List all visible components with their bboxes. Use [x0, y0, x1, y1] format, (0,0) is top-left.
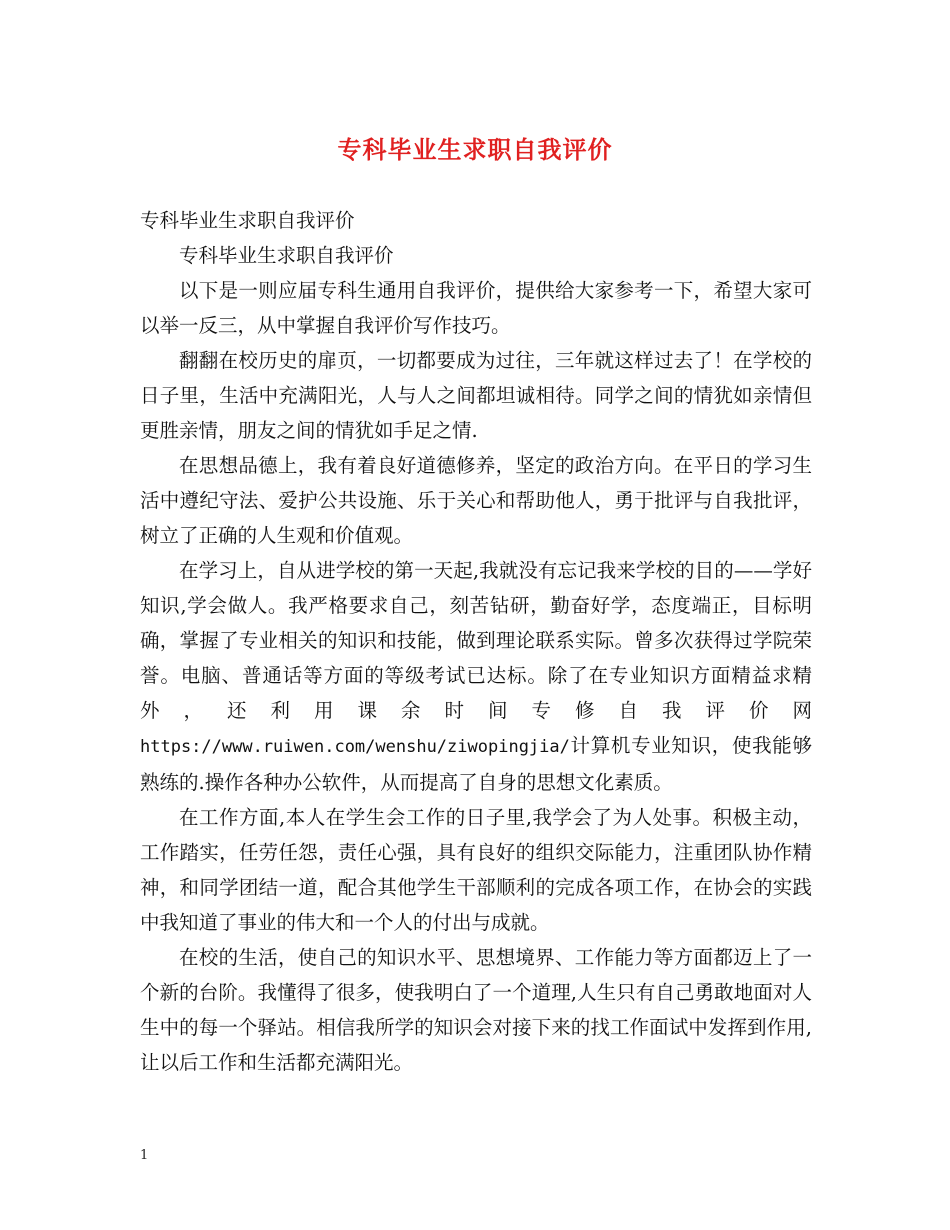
- subheading-line: 专科毕业生求职自我评价: [179, 244, 394, 267]
- study-paragraph: [140, 553, 812, 800]
- page-number: 1: [140, 1148, 149, 1163]
- study-text-before-url: 在学习上，自从进学校的第一天起,我就没有忘记我来学校的目的——学好知识,学会做人。我严格要求自己，刻苦钻研，勤奋好学，态度端正，目标明确，掌握了专业相关的知识和技能，做到理论联系实际。曾多次获得过学院荣誉。电脑、普通话等方面的等级考试已达标。除了在专业知识方面精益求精外，还利用课余时间专修自我评价网: [140, 559, 812, 722]
- intro-paragraph: 以下是一则应届专科生通用自我评价，提供给大家参考一下，希望大家可以举一反三，从中掌握自我评价写作技巧。: [140, 279, 812, 337]
- study-text-after-url: 计算机专业知识，使我能够熟练的.操作各种办公软件，从而提高了自身的思想文化素质。: [140, 734, 812, 794]
- morality-paragraph: 在思想品德上，我有着良好道德修养，坚定的政治方向。在平日的学习生活中遵纪守法、爱护公共设施、乐于关心和帮助他人，勇于批评与自我批评，树立了正确的人生观和价值观。: [140, 454, 812, 547]
- website-link[interactable]: https://www.ruiwen.com/wenshu/ziwopingjia/: [140, 737, 570, 757]
- memory-paragraph: 翻翻在校历史的扉页，一切都要成为过往，三年就这样过去了！在学校的日子里，生活中充满阳光，人与人之间都坦诚相待。同学之间的情犹如亲情但更胜亲情，朋友之间的情犹如手足之情.: [140, 349, 812, 442]
- document-body: [140, 203, 812, 1080]
- campus-life-paragraph: 在校的生活，使自己的知识水平、思想境界、工作能力等方面都迈上了一个新的台阶。我懂得了很多，使我明白了一个道理,人生只有自己勇敢地面对人生中的每一个驿站。相信我所学的知识会对接下来的找工作面试中发挥到作用,让以后工作和生活都充满阳光。: [140, 946, 812, 1074]
- heading-line: 专科毕业生求职自我评价: [140, 209, 355, 232]
- work-paragraph: 在工作方面,本人在学生会工作的日子里,我学会了为人处事。积极主动，工作踏实，任劳任怨，责任心强，具有良好的组织交际能力，注重团队协作精神，和同学团结一道，配合其他学生干部顺利的完成各项工作，在协会的实践中我知道了事业的伟大和一个人的付出与成就。: [140, 806, 812, 934]
- document-title: 专科毕业生求职自我评价: [337, 135, 613, 164]
